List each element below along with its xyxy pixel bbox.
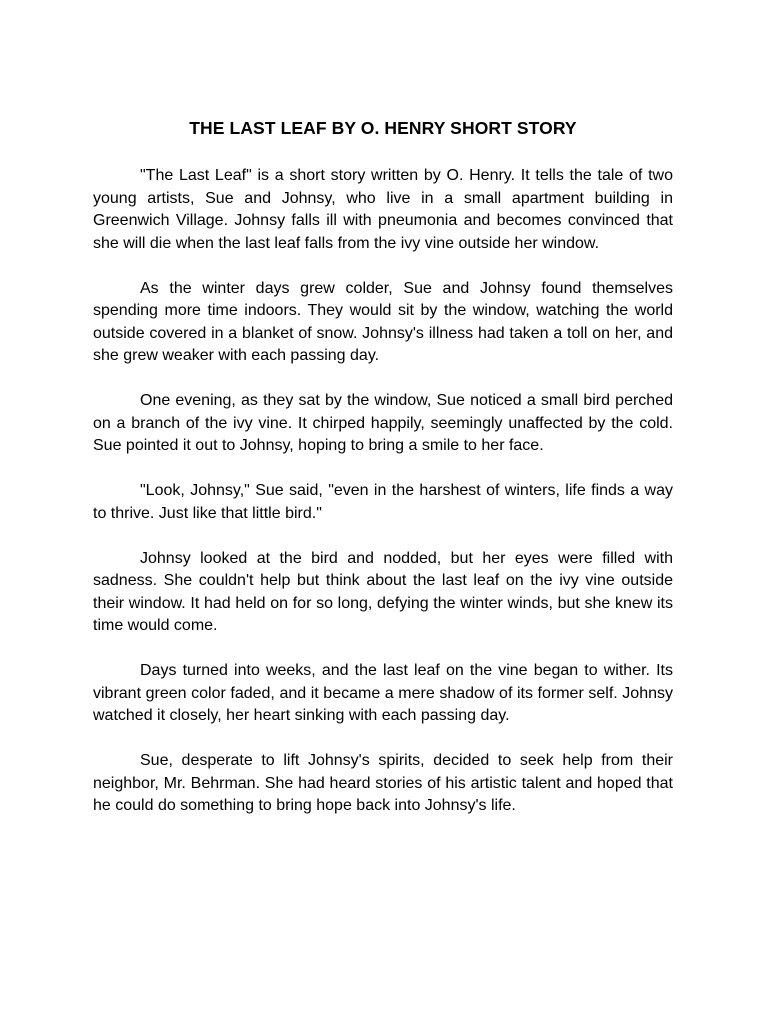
paragraph-2: As the winter days grew colder, Sue and Johnsy found themselves spending more time indoors. They would sit by the window, watching the world outside covered in a blanket of snow. Johnsy's illness had taken a toll on her, and she grew weaker with each passing day. — [93, 279, 673, 364]
paragraph-6: Days turned into weeks, and the last leaf on the vine began to wither. Its vibrant green color faded, and it became a mere shadow of its former self. Johnsy watched it closely, her heart sinking with each passing day. — [93, 662, 673, 724]
paragraph-3: One evening, as they sat by the window, Sue noticed a small bird perched on a branch of the ivy vine. It chirped happily, seemingly unaffected by the cold. Sue pointed it out to Johnsy, hoping to bring a smile to her face. — [93, 392, 673, 454]
paragraph-4: "Look, Johnsy," Sue said, "even in the harshest of winters, life finds a way to thrive. Just like that little bird." — [93, 482, 673, 522]
document-body — [93, 116, 673, 840]
paragraph-1: "The Last Leaf" is a short story written by O. Henry. It tells the tale of two young artists, Sue and Johnsy, who live in a small apartment building in Greenwich Village. Johnsy falls ill with pneumonia and becomes convinced that she will die when the last leaf falls from the ivy vine outside her window. — [93, 167, 673, 252]
document-title: THE LAST LEAF BY O. HENRY SHORT STORY — [189, 118, 577, 138]
paragraph-7: Sue, desperate to lift Johnsy's spirits, decided to seek help from their neighbor, Mr. Behrman. She had heard stories of his artistic talent and hoped that he could do something to bring hope back into Johnsy's life. — [93, 752, 673, 814]
paragraph-5: Johnsy looked at the bird and nodded, but her eyes were filled with sadness. She couldn't help but think about the last leaf on the ivy vine outside their window. It had held on for so long, defying the winter winds, but she knew its time would come. — [93, 549, 673, 634]
